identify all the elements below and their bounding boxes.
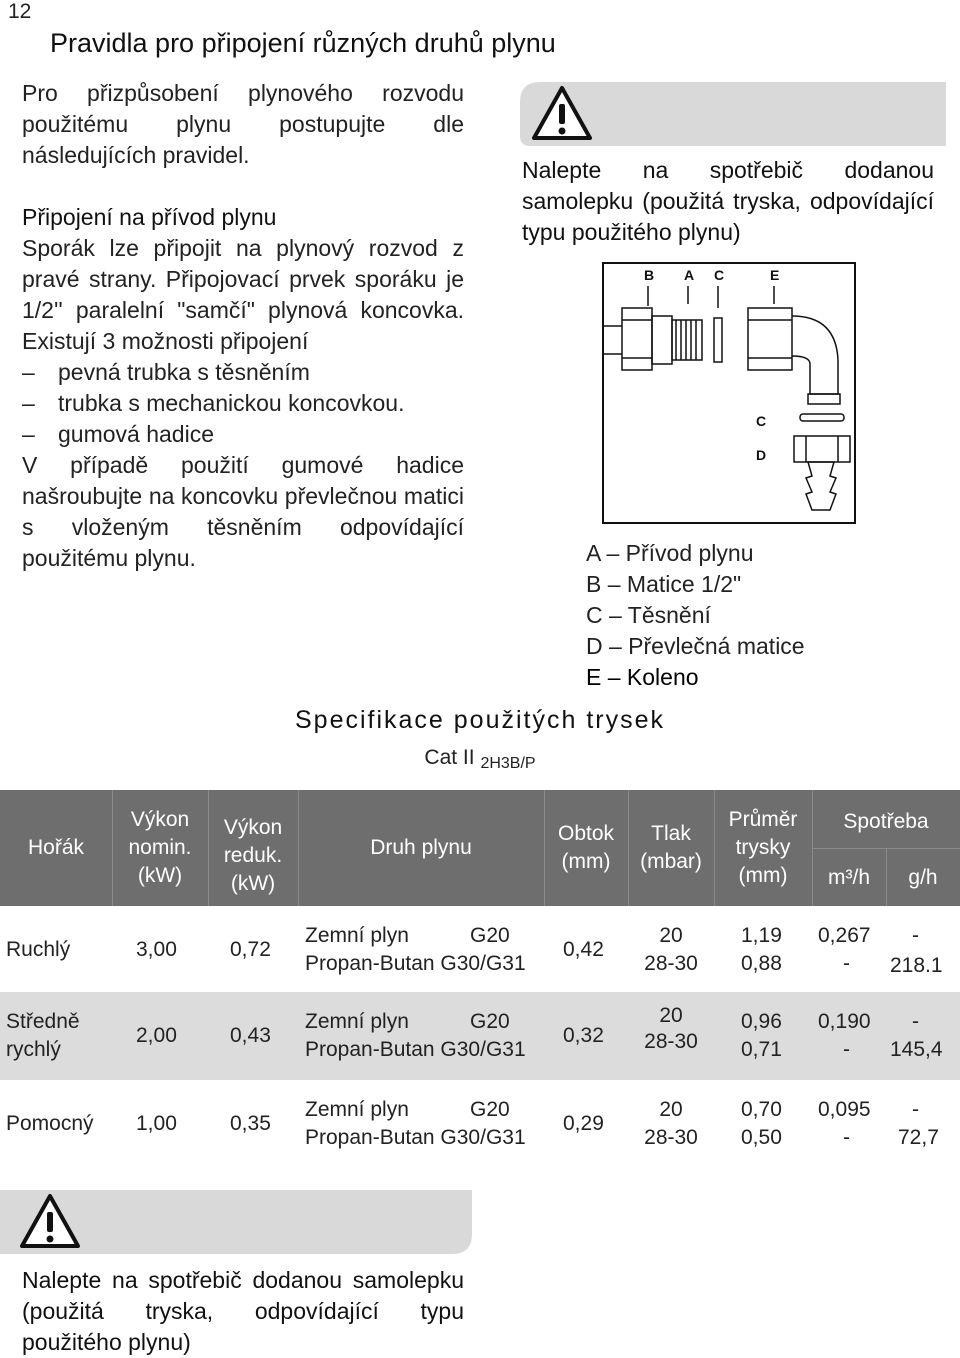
header-m3h: m³/h xyxy=(828,866,870,889)
cell-gas-2: Propan-Butan G30/G31 xyxy=(305,1038,526,1061)
cell-burner-line2: rychlý xyxy=(6,1038,61,1061)
cell-burner: Ruchlý xyxy=(6,938,71,961)
spec-title: Specifikace použitých trysek xyxy=(294,706,666,734)
cell-nozzle-2: 0,88 xyxy=(741,952,782,975)
table-header xyxy=(0,790,960,906)
spec-category xyxy=(0,746,960,770)
header-pressure: Tlak (mbar) xyxy=(640,822,702,873)
cell-m3h-1: 0,267 xyxy=(818,924,871,947)
header-power-nominal: Výkon nomin. (kW) xyxy=(128,808,192,887)
header-bypass: Obtok (mm) xyxy=(557,822,615,873)
cell-m3h-2: - xyxy=(843,1126,850,1149)
header-consumption: Spotřeba xyxy=(843,810,929,833)
bottom-sticker-note: Nalepte na spotřebič dodanou samolepku (použitá tryska, odpovídající typu použitého plynu) xyxy=(22,1267,464,1355)
cell-burner: Pomocný xyxy=(6,1112,94,1135)
cell-pressure-2: 28-30 xyxy=(644,1030,698,1053)
cell-m3h-1: 0,190 xyxy=(818,1010,871,1033)
cell-gh-1: - xyxy=(912,1010,919,1033)
option-item: – pevná trubka s těsněním xyxy=(22,357,464,388)
option-label: pevná trubka s těsněním xyxy=(58,359,310,385)
legend-item: D – Převlečná matice xyxy=(586,633,805,659)
cell-pressure-1: 20 xyxy=(659,1098,683,1121)
cell-bypass: 0,42 xyxy=(563,938,604,961)
option-item: – gumová hadice xyxy=(22,419,464,450)
intro-text: Pro přizpůsobení plynového rozvodu použitému plynu postupujte dle následujících pravidel. xyxy=(22,80,464,168)
header-power-reduced: Výkon reduk. (kW) xyxy=(223,816,283,895)
table-row xyxy=(0,1080,960,1166)
legend-item: C – Těsnění xyxy=(586,602,711,628)
legend-item: E – Koleno xyxy=(586,664,699,690)
cell-gas-2: Propan-Butan G30/G31 xyxy=(305,952,526,975)
diagram-label-a: A xyxy=(684,267,695,283)
cell-power-nominal: 2,00 xyxy=(136,1024,177,1047)
cell-nozzle-1: 1,19 xyxy=(741,924,782,947)
connection-heading: Připojení na přívod plynu xyxy=(22,204,277,230)
table-row xyxy=(0,992,960,1080)
connection-diagram xyxy=(602,262,856,524)
diagram-label-d: D xyxy=(756,447,767,463)
header-gh: g/h xyxy=(908,866,938,889)
cell-burner: Středně xyxy=(6,1010,80,1033)
cell-nozzle-1: 0,96 xyxy=(741,1010,782,1033)
cell-bypass: 0,29 xyxy=(563,1112,604,1135)
cell-m3h-2: - xyxy=(843,952,850,975)
diagram-label-c: C xyxy=(714,267,725,283)
cell-power-reduced: 0,35 xyxy=(230,1112,271,1135)
header-burner: Hořák xyxy=(27,836,85,859)
cell-power-reduced: 0,72 xyxy=(230,938,271,961)
cell-pressure-1: 20 xyxy=(659,924,683,947)
cell-bypass: 0,32 xyxy=(563,1024,604,1047)
cell-gh-2: 72,7 xyxy=(898,1126,939,1149)
option-label: gumová hadice xyxy=(58,421,214,447)
hose-text: V případě použití gumové hadice našroubujte na koncovku převlečnou matici s vloženým těsněním odpovídající použitému plynu. xyxy=(22,452,464,571)
cell-gas-1: Zemní plyn xyxy=(305,1010,409,1033)
option-label: trubka s mechanickou koncovkou. xyxy=(58,390,405,416)
sticker-note: Nalepte na spotřebič dodanou samolepku (použitá tryska, odpovídající typu použitého plynu) xyxy=(522,157,934,245)
cell-gas-1: Zemní plyn xyxy=(305,1098,409,1121)
cell-m3h-1: 0,095 xyxy=(818,1098,871,1121)
connection-text: Sporák lze připojit na plynový rozvod z pravé strany. Připojovací prvek sporáku je 1/2'' paralelní "samčí" plynová koncovka. Existují 3 možnosti připojení xyxy=(22,235,464,354)
cell-gh-2: 218.1 xyxy=(890,954,943,977)
connection-section xyxy=(22,78,464,574)
warning-banner xyxy=(520,82,946,146)
cell-nozzle-2: 0,50 xyxy=(741,1126,782,1149)
category-label: Cat II xyxy=(424,746,475,769)
option-item: – trubka s mechanickou koncovkou. xyxy=(22,388,464,419)
cell-gh-2: 145,4 xyxy=(890,1038,943,1061)
cell-power-nominal: 1,00 xyxy=(136,1112,177,1135)
header-gas-type: Druh plynu xyxy=(370,836,472,859)
cell-gh-1: - xyxy=(912,1098,919,1121)
header-nozzle: Průměr trysky (mm) xyxy=(728,808,798,887)
cell-nozzle-2: 0,71 xyxy=(741,1038,782,1061)
cell-power-nominal: 3,00 xyxy=(136,938,177,961)
cell-pressure-1: 20 xyxy=(659,1004,683,1027)
diagram-legend xyxy=(586,538,805,693)
bottom-warning-banner xyxy=(0,1190,472,1254)
cell-gas-2: Propan-Butan G30/G31 xyxy=(305,1126,526,1149)
cell-gas-1: Zemní plyn xyxy=(305,924,409,947)
cell-gh-1: - xyxy=(912,924,919,947)
cell-nozzle-1: 0,70 xyxy=(741,1098,782,1121)
cell-power-reduced: 0,43 xyxy=(230,1024,271,1047)
category-subscript: 2H3B/P xyxy=(480,755,536,772)
diagram-label-e: E xyxy=(770,267,780,283)
page-title: Pravidla pro připojení různých druhů plynu xyxy=(50,28,556,58)
cell-gas-1-code: G20 xyxy=(470,1098,510,1121)
cell-gas-1-code: G20 xyxy=(470,1010,510,1033)
table-row xyxy=(0,908,960,992)
legend-item: B – Matice 1/2" xyxy=(586,571,742,597)
page-number: 12 xyxy=(8,0,32,23)
cell-pressure-2: 28-30 xyxy=(644,952,698,975)
diagram-label-c2: C xyxy=(756,413,767,429)
legend-item: A – Přívod plynu xyxy=(586,540,754,566)
cell-m3h-2: - xyxy=(843,1038,850,1061)
cell-gas-1-code: G20 xyxy=(470,924,510,947)
cell-pressure-2: 28-30 xyxy=(644,1126,698,1149)
diagram-label-b: B xyxy=(644,267,655,283)
